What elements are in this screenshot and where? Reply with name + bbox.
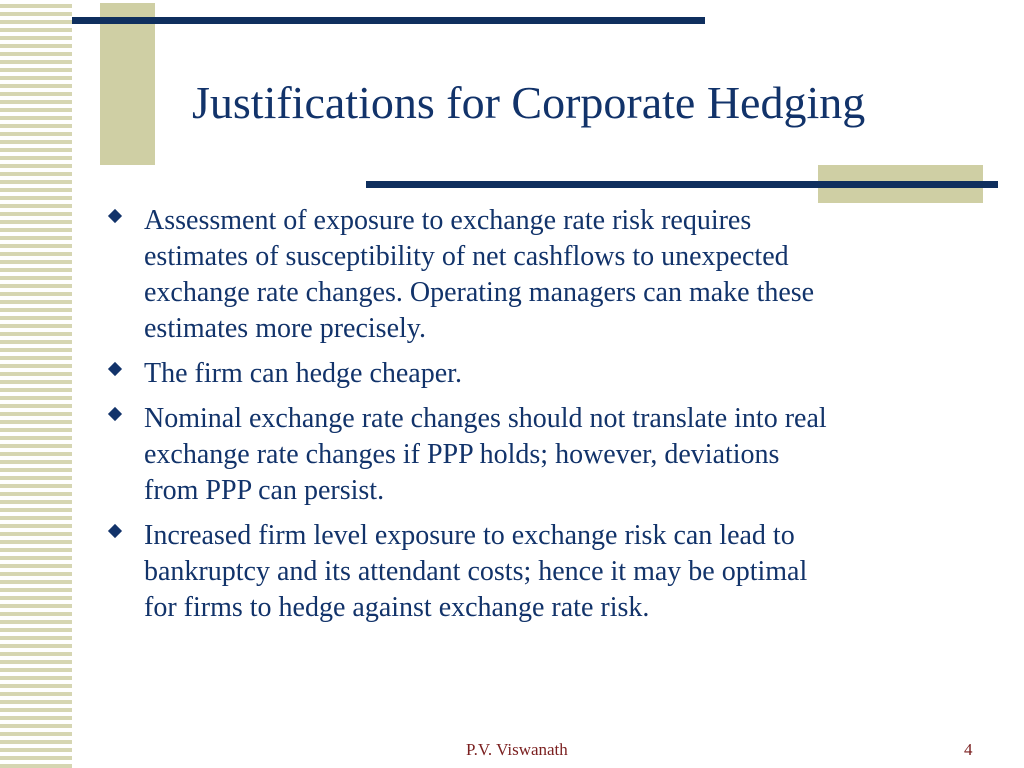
diamond-bullet-icon <box>108 524 122 538</box>
bullet-item <box>106 401 986 509</box>
bullet-text: Increased firm level exposure to exchange risk can lead to bankruptcy and its attendant costs; hence it may be optimal for firms to hedge against exchange rate risk. <box>144 520 808 623</box>
bullet-text: Nominal exchange rate changes should not translate into real exchange rate changes if PPP holds; however, deviations from PPP can persist. <box>144 403 827 506</box>
diamond-bullet-icon <box>108 209 122 223</box>
title-accent-block <box>100 3 155 165</box>
bullet-list <box>106 203 986 635</box>
striped-border-decoration <box>0 0 72 768</box>
bullet-item <box>106 518 986 626</box>
footer-author: P.V. Viswanath <box>466 740 568 759</box>
bullet-item <box>106 356 986 392</box>
top-rule-line <box>72 17 705 24</box>
diamond-bullet-icon <box>108 362 122 376</box>
title-underline-rule <box>366 181 998 188</box>
bullet-text: Assessment of exposure to exchange rate risk requires estimates of susceptibility of net cashflows to unexpected exchange rate changes. Operating managers can make these estimates more precisely. <box>144 205 815 344</box>
bullet-item <box>106 203 986 347</box>
slide-number: 4 <box>964 740 973 759</box>
bullet-text: The firm can hedge cheaper. <box>144 358 462 389</box>
diamond-bullet-icon <box>108 407 122 421</box>
slide-title: Justifications for Corporate Hedging <box>192 77 866 128</box>
